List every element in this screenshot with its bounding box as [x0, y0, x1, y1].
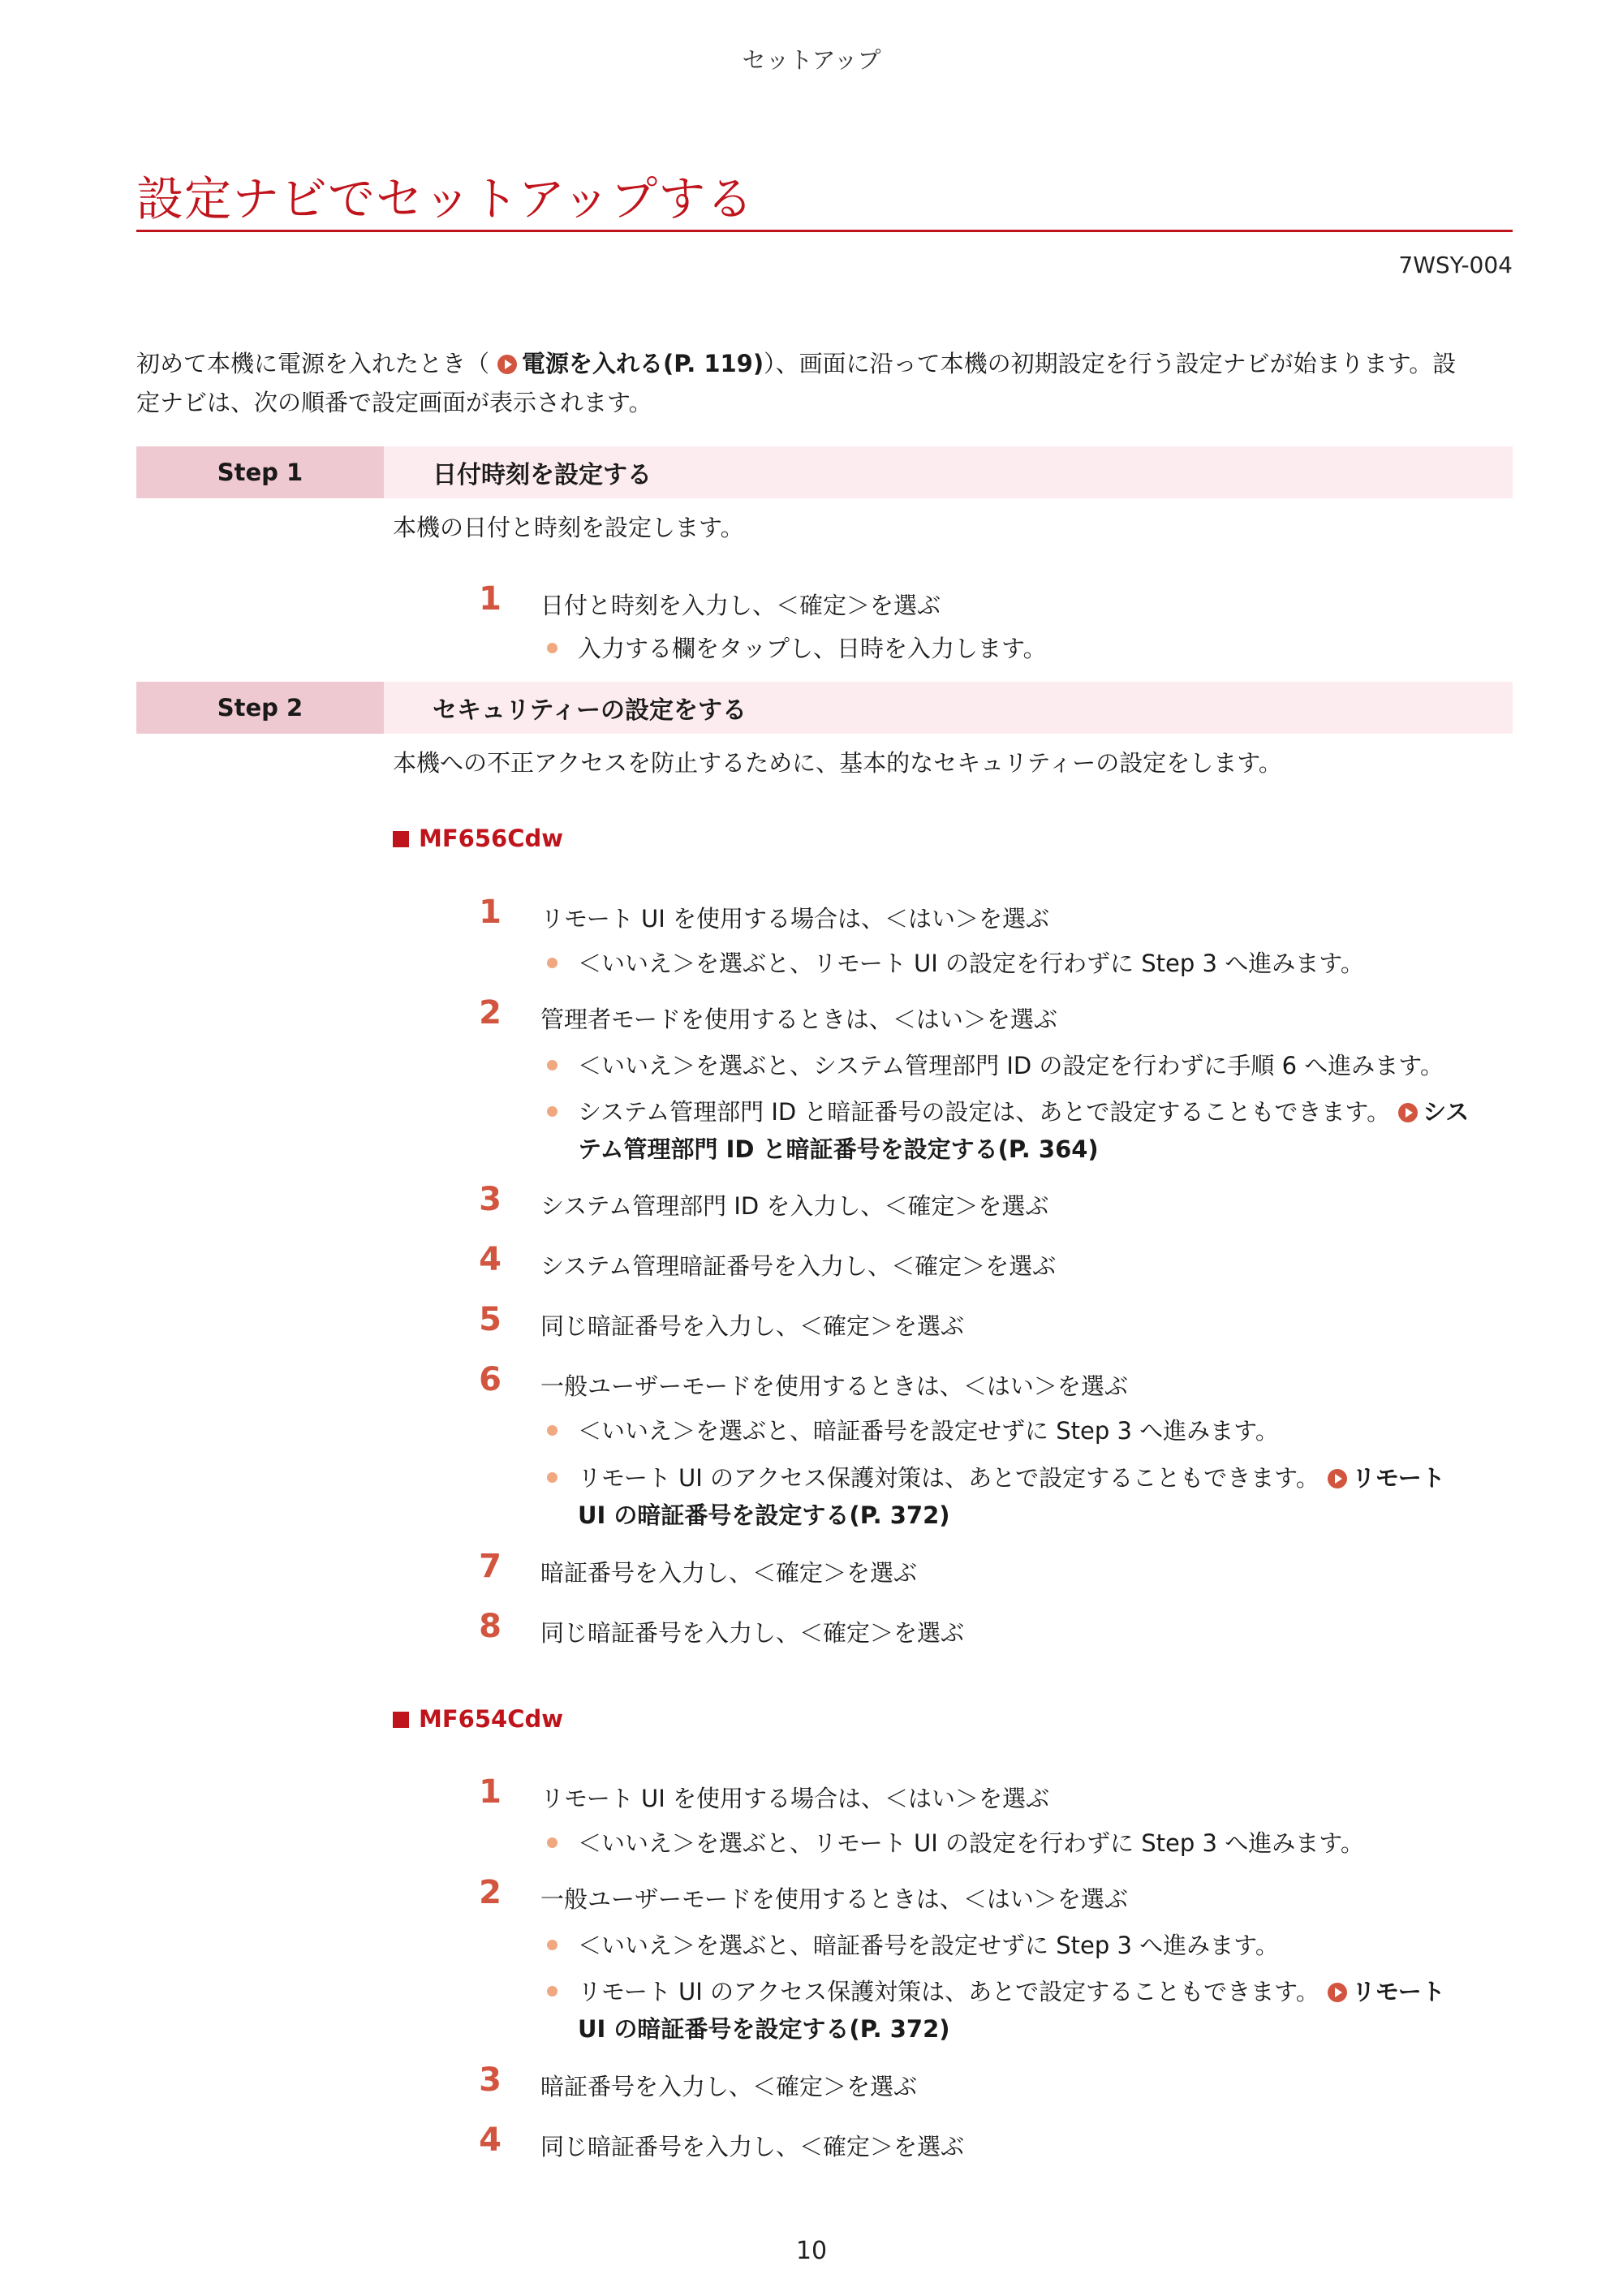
model-b-item-2-number: 2	[479, 1874, 502, 1911]
step-1-label: Step 1	[136, 446, 384, 498]
model-heading-mf654cdw: MF654Cdw	[393, 1705, 563, 1733]
model-a-item-3-text: システム管理部門 ID を入力し、＜確定＞を選ぶ	[540, 1192, 1049, 1220]
link-system-manager-id-cont[interactable]: テム管理部門 ID と暗証番号を設定する(P. 364)	[578, 1135, 1099, 1163]
square-bullet-icon	[393, 831, 409, 847]
model-b-item-2-text: 一般ユーザーモードを使用するときは、＜はい＞を選ぶ	[540, 1885, 1128, 1913]
bullet-dot	[547, 1106, 558, 1117]
step-2-title: セキュリティーの設定をする	[384, 682, 1513, 734]
step-2-header	[136, 682, 1513, 734]
step-1-title: 日付時刻を設定する	[384, 446, 1513, 498]
model-b-item-1-text: リモート UI を使用する場合は、＜はい＞を選ぶ	[540, 1785, 1050, 1812]
model-a-item-5-number: 5	[479, 1301, 502, 1338]
link-power-on[interactable]: 電源を入れる(P. 119)	[522, 350, 764, 377]
model-a-item-6-text: 一般ユーザーモードを使用するときは、＜はい＞を選ぶ	[540, 1372, 1128, 1400]
model-b-item-1-bullet: ＜いいえ＞を選ぶと、リモート UI の設定を行わずに Step 3 へ進みます。	[540, 1824, 1514, 1862]
model-a-item-1-number: 1	[479, 894, 502, 931]
model-b-item-4-number: 4	[479, 2122, 502, 2159]
bullet-dot	[547, 1837, 558, 1848]
model-b-item-4-text: 同じ暗証番号を入力し、＜確定＞を選ぶ	[540, 2133, 965, 2160]
running-header: セットアップ	[742, 46, 881, 74]
link-remote-ui-pin-b-cont[interactable]: UI の暗証番号を設定する(P. 372)	[578, 2015, 950, 2043]
bullet-dot	[547, 1472, 558, 1483]
step-1-header	[136, 446, 1513, 498]
model-a-item-3-number: 3	[479, 1181, 502, 1218]
model-a-item-5-text: 同じ暗証番号を入力し、＜確定＞を選ぶ	[540, 1312, 965, 1340]
model-heading-mf656cdw: MF656Cdw	[393, 825, 563, 852]
link-remote-ui-pin-b[interactable]: リモート	[1351, 1978, 1445, 2005]
model-a-item-6-bullet-2: リモート UI のアクセス保護対策は、あとで設定することもできます。 リモート UI の暗証番号を設定する(P. 372)	[540, 1459, 1514, 1534]
bullet-dot	[547, 958, 558, 968]
model-b-item-3-text: 暗証番号を入力し、＜確定＞を選ぶ	[540, 2073, 918, 2100]
square-bullet-icon	[393, 1712, 409, 1728]
link-remote-ui-pin-cont[interactable]: UI の暗証番号を設定する(P. 372)	[578, 1501, 950, 1529]
model-a-item-2-number: 2	[479, 994, 502, 1032]
model-a-item-2-bullet-1: ＜いいえ＞を選ぶと、システム管理部門 ID の設定を行わずに手順 6 へ進みます。	[540, 1047, 1514, 1084]
step-1-item-1-number: 1	[479, 580, 502, 618]
link-remote-ui-pin[interactable]: リモート	[1351, 1464, 1445, 1492]
step-1-item-1-text: 日付と時刻を入力し、＜確定＞を選ぶ	[540, 592, 941, 619]
title-rule	[136, 230, 1513, 232]
link-arrow-icon	[1328, 1983, 1347, 2002]
step-1-description: 本機の日付と時刻を設定します。	[393, 514, 744, 541]
model-a-item-6-number: 6	[479, 1361, 502, 1398]
bullet-dot	[547, 1986, 558, 1997]
bullet-dot	[547, 643, 558, 653]
page-title: 設定ナビでセットアップする	[136, 171, 755, 226]
model-a-item-2-text: 管理者モードを使用するときは、＜はい＞を選ぶ	[540, 1006, 1057, 1033]
link-arrow-icon	[1328, 1469, 1347, 1488]
link-system-manager-id[interactable]: シス	[1423, 1098, 1470, 1126]
bullet-dot	[547, 1425, 558, 1436]
model-a-item-7-number: 7	[479, 1548, 502, 1585]
model-a-item-2-bullet-2: システム管理部門 ID と暗証番号の設定は、あとで設定することもできます。 シス テム管理部門 ID と暗証番号を設定する(P. 364)	[540, 1093, 1514, 1168]
link-arrow-icon	[1398, 1103, 1418, 1122]
step-2-description: 本機への不正アクセスを防止するために、基本的なセキュリティーの設定をします。	[393, 749, 1282, 777]
page-number: 10	[795, 2237, 828, 2265]
document-code: 7WSY-004	[1398, 252, 1513, 278]
model-a-item-8-number: 8	[479, 1608, 502, 1645]
model-b-item-1-number: 1	[479, 1773, 502, 1811]
link-arrow-icon	[497, 355, 517, 374]
model-b-item-2-bullet-2: リモート UI のアクセス保護対策は、あとで設定することもできます。 リモート UI の暗証番号を設定する(P. 372)	[540, 1973, 1514, 2048]
model-a-item-4-text: システム管理暗証番号を入力し、＜確定＞を選ぶ	[540, 1252, 1057, 1280]
intro-paragraph	[136, 344, 1516, 422]
model-a-item-1-text: リモート UI を使用する場合は、＜はい＞を選ぶ	[540, 905, 1050, 933]
model-a-item-8-text: 同じ暗証番号を入力し、＜確定＞を選ぶ	[540, 1619, 965, 1647]
model-b-item-2-bullet-1: ＜いいえ＞を選ぶと、暗証番号を設定せずに Step 3 へ進みます。	[540, 1927, 1514, 1964]
step-2-label: Step 2	[136, 682, 384, 734]
step-1-item-1-bullet: 入力する欄をタップし、日時を入力します。	[540, 630, 1514, 667]
bullet-dot	[547, 1940, 558, 1950]
model-a-item-7-text: 暗証番号を入力し、＜確定＞を選ぶ	[540, 1559, 918, 1587]
intro-text-before: 初めて本機に電源を入れたとき（	[136, 350, 490, 377]
model-b-item-3-number: 3	[479, 2061, 502, 2099]
bullet-dot	[547, 1060, 558, 1070]
model-a-item-4-number: 4	[479, 1241, 502, 1278]
intro-text-after: ）、画面に沿って本機の初期設定を行う設定ナビが始まります。設	[764, 350, 1457, 377]
intro-line-2: 定ナビは、次の順番で設定画面が表示されます。	[136, 389, 652, 416]
model-a-item-1-bullet: ＜いいえ＞を選ぶと、リモート UI の設定を行わずに Step 3 へ進みます。	[540, 945, 1514, 982]
model-a-item-6-bullet-1: ＜いいえ＞を選ぶと、暗証番号を設定せずに Step 3 へ進みます。	[540, 1412, 1514, 1450]
